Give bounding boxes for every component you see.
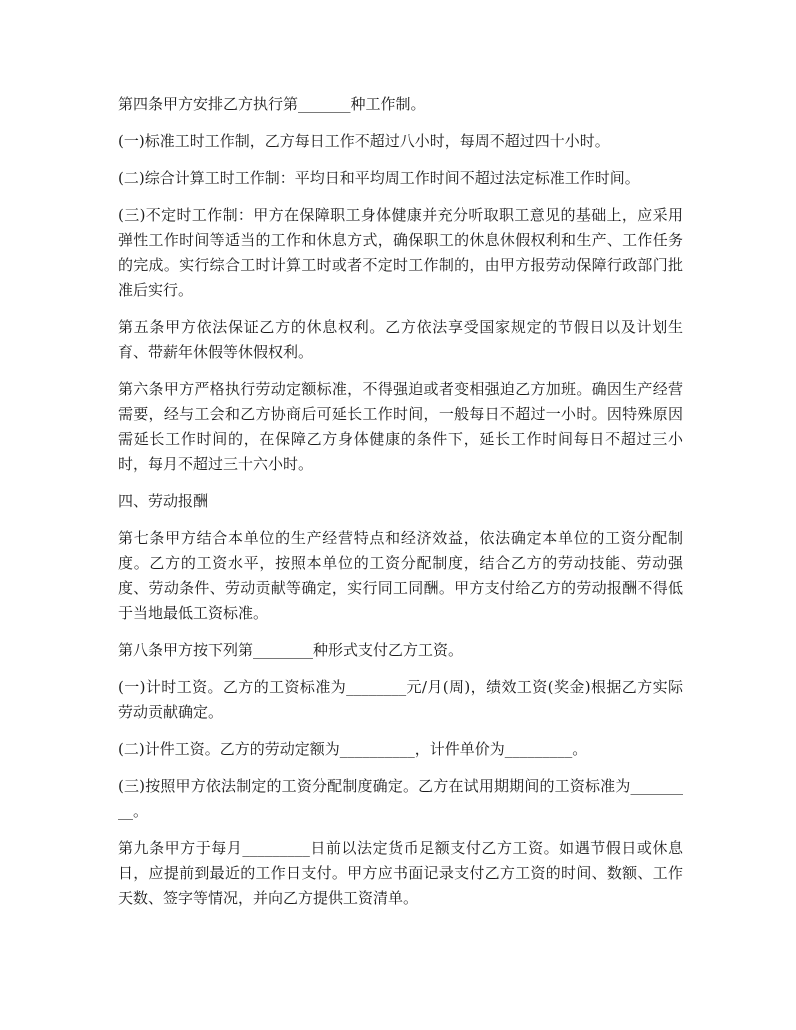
document-body [118, 92, 683, 923]
article-9-paragraph: 第九条甲方于每月_________日前以法定货币足额支付乙方工资。如遇节假日或休息日，应提前到最近的工作日支付。甲方应书面记录支付乙方工资的时间、数额、工作天数、签字等情况，并向乙方提供工资清单。 [118, 839, 683, 907]
article-4-item-1: (一)标准工时工作制，乙方每日工作不超过八小时，每周不超过四十小时。 [118, 132, 610, 150]
article-6-paragraph: 第六条甲方严格执行劳动定额标准，不得强迫或者变相强迫乙方加班。确因生产经营需要，经与工会和乙方协商后可延长工作时间，一般每日不超过一小时。因特殊原因需延长工作时间的，在保障乙方身体健康的条件下，延长工作时间每日不超过三小时，每月不超过三十六小时。 [118, 380, 683, 473]
article-5-paragraph: 第五条甲方依法保证乙方的休息权利。乙方依法享受国家规定的节假日以及计划生育、带薪年休假等休假权利。 [118, 318, 683, 361]
article-8-item-2: (二)计件工资。乙方的劳动定额为__________，计件单价为_________。 [118, 740, 588, 758]
article-7-paragraph: 第七条甲方结合本单位的生产经营特点和经济效益，依法确定本单位的工资分配制度。乙方的工资水平，按照本单位的工资分配制度，结合乙方的劳动技能、劳动强度、劳动条件、劳动贡献等确定，实行同工同酬。甲方支付给乙方的劳动报酬不得低于当地最低工资标准。 [118, 529, 683, 622]
article-8-paragraph: 第八条甲方按下列第________种形式支付乙方工资。 [118, 641, 464, 659]
section-heading-remuneration: 四、劳动报酬 [118, 492, 209, 510]
article-4-item-3: (三)不定时工作制：甲方在保障职工身体健康并充分听取职工意见的基础上，应采用弹性工作时间等适当的工作和休息方式，确保职工的休息休假权利和生产、工作任务的完成。实行综合工时计算工时或者不定时工作制的，由甲方报劳动保障行政部门批准后实行。 [118, 206, 683, 299]
article-4-paragraph: 第四条甲方安排乙方执行第_______种工作制。 [118, 95, 426, 113]
article-8-item-1: (一)计时工资。乙方的工资标准为________元/月(周)，绩效工资(奖金)根据乙方实际劳动贡献确定。 [118, 678, 683, 721]
article-8-item-3: (三)按照甲方依法制定的工资分配制度确定。乙方在试用期期间的工资标准为_________。 [118, 777, 683, 820]
article-4-item-2: (二)综合计算工时工作制：平均日和平均周工作时间不超过法定标准工作时间。 [118, 169, 640, 187]
